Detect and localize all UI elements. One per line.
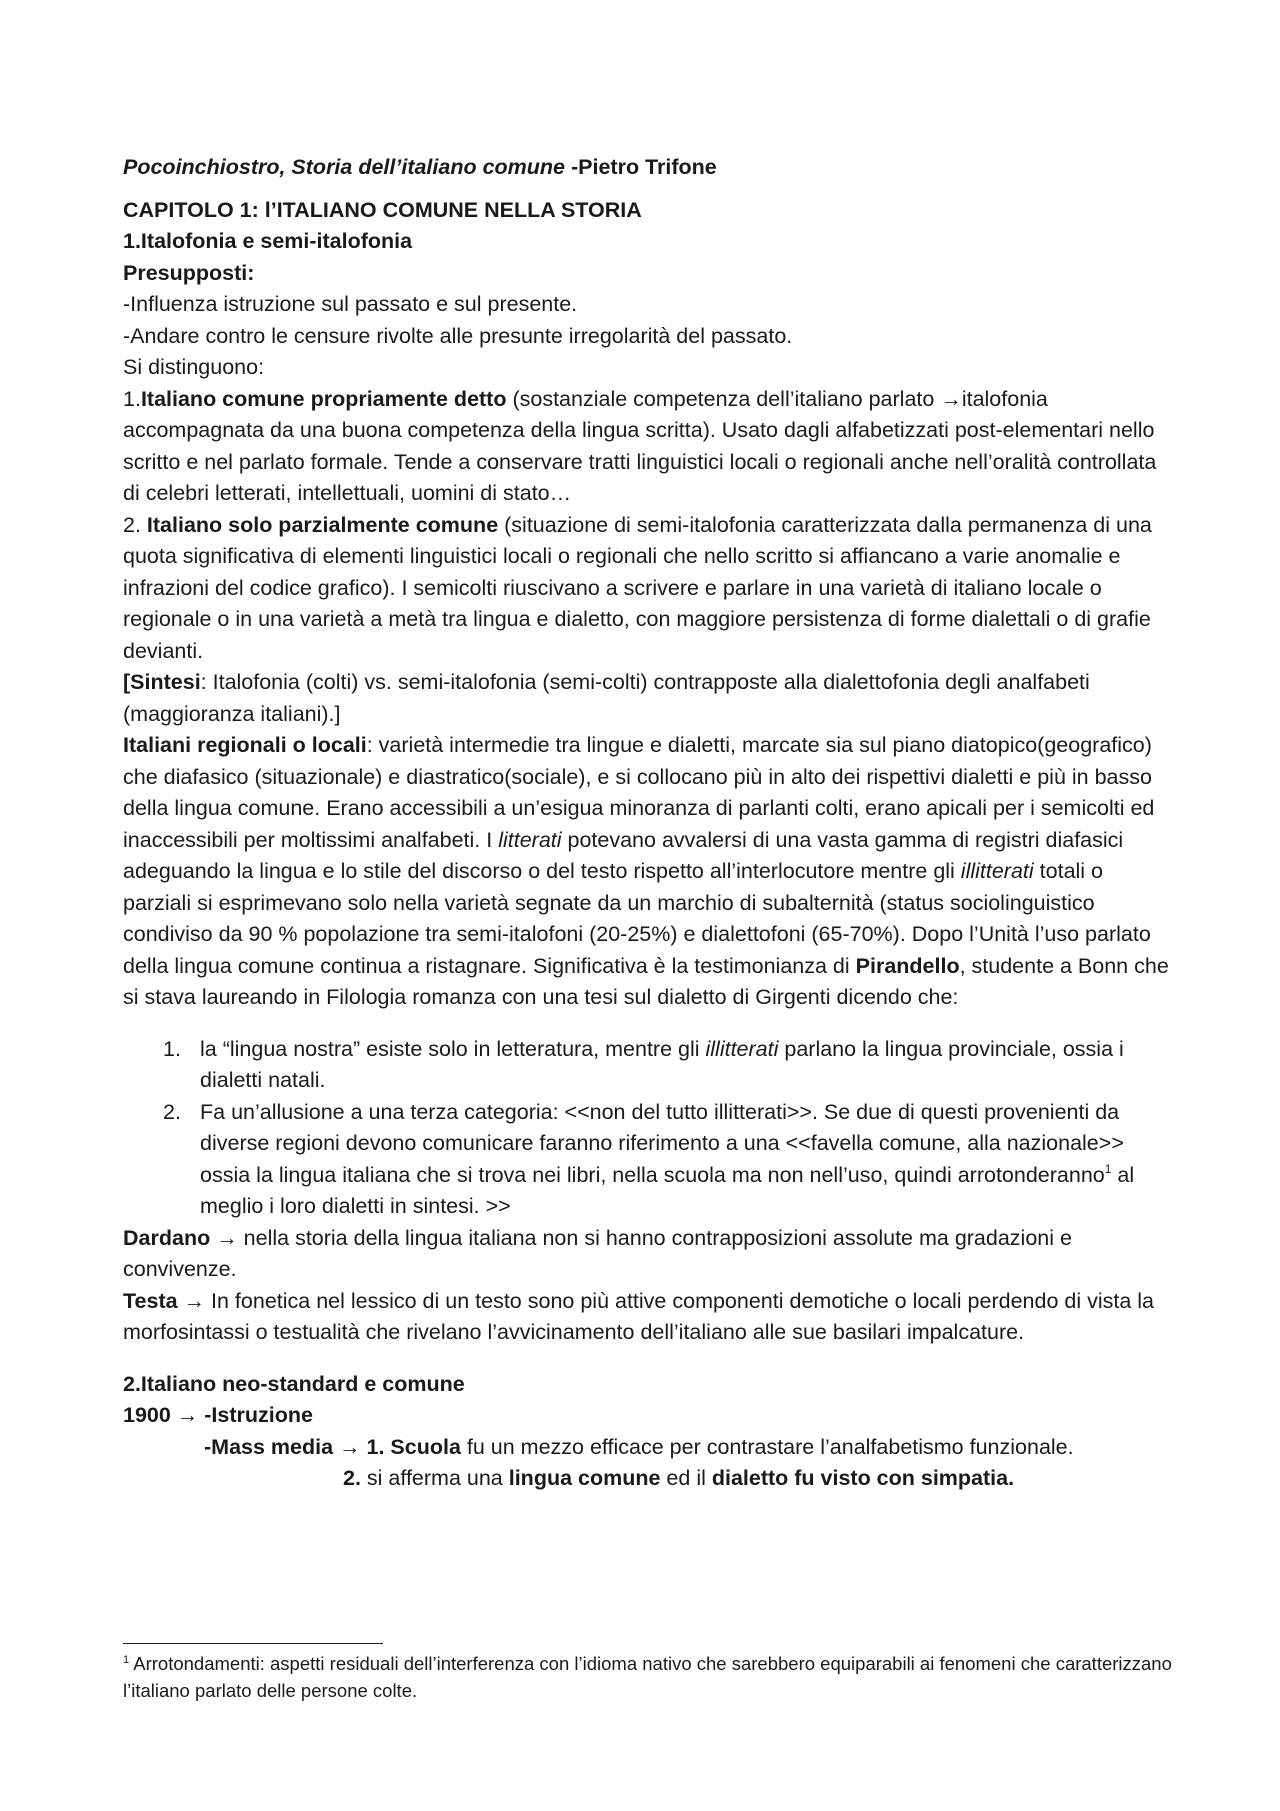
list-item-text: Fa un’allusione a una terza categoria: <<non del tutto illitterati>>. Se due di questi provenienti da diverse regioni devono comunicare faranno riferimento a una <<favella comune, alla nazionale>> ossia la lingua italiana che si trova nei libri, nella scuola ma non nell’uso, quindi arrotonderanno	[200, 1099, 1124, 1187]
list-item-text: la “lingua nostra” esiste solo in letteratura, mentre gli	[200, 1036, 706, 1061]
item-1-paragraph	[123, 384, 1173, 510]
section2-line-3-bold-2: lingua comune	[508, 1466, 661, 1490]
regional-text-3: totali o parziali si esprimevano solo nella varietà segnate da un marchio di subalternità (status sociolinguistico condiviso da 90 % popolazione tra semi-italofoni (20-25%) e dialettofoni (65-70%). Dopo l’Unità l’uso parlato della lingua comune continua a ristagnare. Significativa è la testimonianza di	[123, 859, 1151, 978]
footnote-separator	[123, 1643, 383, 1644]
section2-line-2	[123, 1432, 1173, 1464]
list-item-italic: illitterati	[705, 1036, 779, 1061]
testa-term: Testa	[123, 1288, 178, 1313]
item-2-paragraph	[123, 510, 1173, 668]
footnote-mark: 1	[123, 1654, 130, 1666]
summary-text: : Italofonia (colti) vs. semi-italofonia (semi-colti) contrapposte alla dialettofonia degli analfabeti (maggioranza italiani).]	[123, 670, 1090, 726]
document-title	[123, 152, 1173, 184]
title-author: -Pietro Trifone	[565, 155, 717, 179]
premise-1: -Influenza istruzione sul passato e sul presente.	[123, 292, 578, 316]
list-item-number: 2.	[163, 1099, 181, 1124]
list-item	[123, 1034, 1173, 1097]
title-italic: Pocoinchiostro, Storia dell’italiano comune	[123, 155, 566, 179]
item-2-term: Italiano solo parzialmente comune	[146, 512, 499, 537]
section2-line-3	[123, 1463, 1173, 1495]
pirandello-list	[123, 1034, 1173, 1223]
list-item-number: 1.	[163, 1036, 181, 1061]
regional-text-4: , studente a Bonn che si stava laureando in Filologia romanza con una tesi sul dialetto di Girgenti dicendo che:	[123, 953, 1169, 1009]
section2-heading: 2.Italiano neo-standard e comune	[123, 1371, 465, 1396]
regional-text-2: potevano avvalersi di una vasta gamma di registri diafasici adeguando la lingua e lo stile del discorso o del testo rispetto all’interlocutore mentre gli	[123, 827, 1124, 883]
premise-2: -Andare contro le censure rivolte alle presunte irregolarità del passato.	[123, 323, 793, 348]
item-1-term: Italiano comune propriamente detto	[140, 386, 507, 411]
section2-line-1: 1900 → -Istruzione	[123, 1403, 313, 1427]
premises-label: Presupposti:	[123, 260, 255, 285]
regional-text-1: : varietà intermedie tra lingue e dialetti, marcate sia sul piano diatopico(geografico) che diafasico (situazionale) e diastratico(sociale), e si collocano più in alto dei rispettivi dialetti e più in basso della lingua comune. Erano accessibili a un’esigua minoranza di parlanti colti, erano apicali per i semicolti ed inaccessibili per moltissimi analfabeti. I	[123, 733, 1155, 852]
distinguish-line: Si distinguono:	[123, 355, 265, 379]
section2-line-3-bold-3: dialetto fu visto con simpatia.	[711, 1466, 1015, 1490]
section1-heading: 1.Italofonia e semi-italofonia	[123, 229, 413, 253]
footnote-text: Arrotondamenti: aspetti residuali dell’interferenza con l’idioma nativo che sarebbero equiparabili ai fenomeni che caratterizzano l’italiano parlato delle persone colte.	[123, 1653, 1172, 1701]
regional-italic-2: illitterati	[960, 859, 1034, 883]
section2-line-2-text: fu un mezzo efficace per contrastare l’analfabetismo funzionale.	[460, 1434, 1074, 1459]
dardano-text: → nella storia della lingua italiana non si hanno contrapposizioni assolute ma gradazioni e convivenze.	[123, 1225, 1072, 1281]
section2-line-2-bold: -Mass media → 1. Scuola	[204, 1434, 461, 1459]
dardano-paragraph	[123, 1223, 1173, 1286]
item-1-prefix: 1.	[123, 386, 141, 411]
regional-paragraph	[123, 730, 1173, 1014]
summary-paragraph	[123, 667, 1173, 730]
footnote-reference[interactable]: 1	[1104, 1161, 1112, 1176]
document-body	[123, 152, 1173, 1495]
summary-open: [	[123, 670, 131, 694]
regional-pirandello: Pirandello	[855, 953, 960, 978]
testa-paragraph	[123, 1286, 1173, 1349]
list-item	[123, 1097, 1173, 1223]
list-item-text: parlano la lingua provinciale, ossia i dialetti natali.	[200, 1036, 1124, 1092]
testa-text: → In fonetica nel lessico di un testo sono più attive componenti demotiche o locali perdendo di vista la morfosintassi o testualità che rivelano l’avvicinamento dell’italiano alle sue basilari impalcature.	[123, 1288, 1155, 1344]
section2-line-3-text-1: si afferma una	[360, 1466, 509, 1490]
item-2-text: (situazione di semi-italofonia caratterizzata dalla permanenza di una quota significativa di elementi linguistici locali o regionali che nello scritto si affiancano a varie anomalie e infrazioni del codice grafico). I semicolti riuscivano a scrivere e parlare in una varietà di italiano locale o regionale o in una varietà a metà tra lingua e dialetto, con maggiore persistenza di forme dialettali o di grafie devianti.	[123, 512, 1152, 663]
item-2-prefix: 2.	[123, 512, 147, 537]
chapter-heading: CAPITOLO 1: l’ITALIANO COMUNE NELLA STORIA	[123, 197, 642, 222]
regional-term: Italiani regionali o locali	[123, 733, 367, 757]
list-item-text: al meglio i loro dialetti in sintesi. >>	[200, 1162, 1135, 1218]
item-1-text: (sostanziale competenza dell’italiano parlato →italofonia accompagnata da una buona competenza della lingua scritta). Usato dagli alfabetizzati post-elementari nello scritto e nel parlato formale. Tende a conservare tratti linguistici locali o regionali anche nell’oralità controllata di celebri letterati, intellettuali, uomini di stato…	[123, 386, 1157, 505]
section2-line-3-num: 2.	[343, 1466, 361, 1490]
section2-line-3-text-2: ed il	[660, 1466, 712, 1490]
footnote	[123, 1650, 1173, 1704]
summary-label: Sintesi	[130, 670, 201, 694]
regional-italic-1: litterati	[498, 827, 562, 852]
dardano-term: Dardano	[123, 1225, 211, 1250]
